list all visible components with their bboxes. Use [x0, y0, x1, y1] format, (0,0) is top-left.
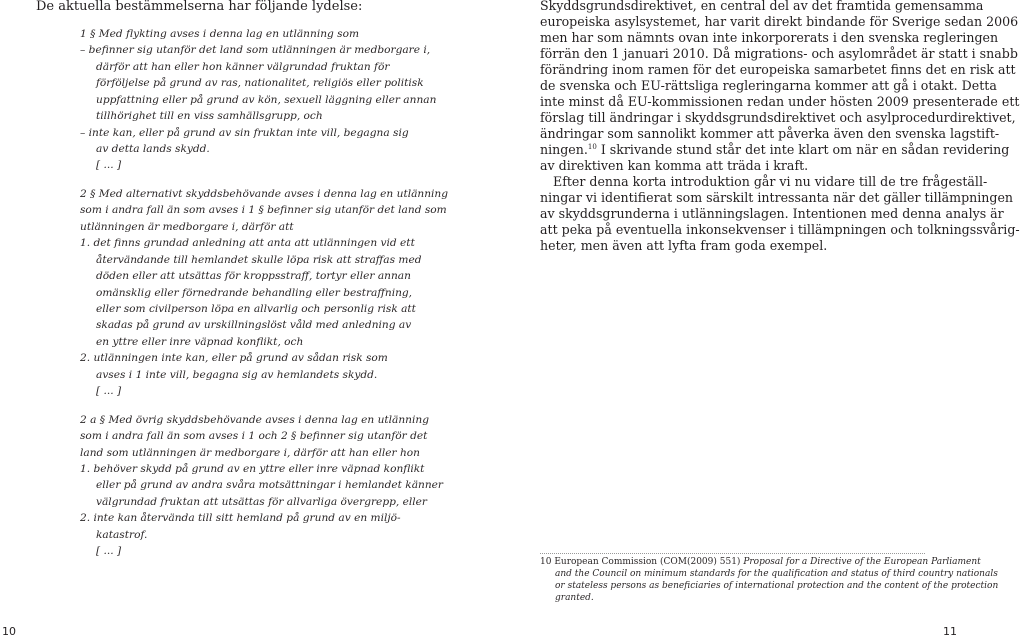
quote-line: som i andra fall än som avses i 1 och 2 § befinner sig utanför det — [80, 430, 428, 442]
quote-line: 1. behöver skydd på grund av en yttre eller inre väpnad konflikt — [80, 463, 425, 475]
quote-line: en yttre eller inre väpnad konflikt, och — [96, 336, 304, 348]
quote-line: 1. det finns grundad anledning att anta att utlänningen vid ett — [80, 237, 415, 249]
footnote-line: or stateless persons as beneficiaries of international protection and the content of the protection — [555, 581, 999, 591]
quote-line: 2 a § Med övrig skyddsbehövande avses i denna lag en utlänning — [80, 414, 429, 426]
body-line: ningar vi identifierat som särskilt intressanta när det gäller tillämpningen — [540, 190, 1014, 205]
quote-line: av detta lands skydd. — [96, 143, 210, 155]
quote-line: – inte kan, eller på grund av sin fruktan inte vill, begagna sig — [80, 127, 409, 139]
body-line-start: ningen. — [540, 142, 588, 157]
quote-line: 2. inte kan återvända till sitt hemland på grund av en miljö- — [80, 512, 401, 524]
body-line: av direktiven kan komma att träda i kraft. — [540, 158, 809, 173]
footnote-line — [540, 558, 981, 567]
quote-line: eller som civilperson löpa en allvarlig och personlig risk att — [96, 303, 416, 315]
quote-line: återvändande till hemlandet skulle löpa risk att straffas med — [96, 254, 422, 266]
body-line: Skyddsgrundsdirektivet, en central del av det framtida gemensamma — [540, 0, 984, 13]
quote-line: döden eller att utsättas för kroppsstraff, tortyr eller annan — [96, 270, 411, 282]
quote-line: tillhörighet till en viss samhällsgrupp, och — [96, 110, 323, 122]
body-line: förslag till ändringar i skyddsgrundsdirektivet och asylprocedurdirektivet, — [540, 110, 1016, 125]
quote-line: omänsklig eller förnedrande behandling eller bestraffning, — [96, 287, 413, 299]
quote-line: avses i 1 inte vill, begagna sig av hemlandets skydd. — [96, 369, 378, 381]
quote-line: [ ... ] — [96, 159, 122, 171]
footnote-line: and the Council on minimum standards for the qualification and status of third country nationals — [555, 569, 998, 579]
footnote-line: granted. — [555, 593, 594, 603]
quote-line: utlänningen är medborgare i, därför att — [80, 221, 294, 233]
quote-line: 1 § Med flykting avses i denna lag en utlänning som — [80, 28, 360, 40]
quote-line: [ ... ] — [96, 545, 122, 557]
footnote-reference: 10 — [587, 142, 597, 151]
body-line: av skyddsgrunderna i utlänningslagen. Intentionen med denna analys är — [540, 206, 1004, 221]
quote-line: därför att han eller hon känner välgrundad fruktan för — [96, 61, 390, 73]
quote-line: – befinner sig utanför det land som utlänningen är medborgare i, — [80, 44, 431, 56]
intro-heading: De aktuella bestämmelserna har följande lydelse: — [36, 0, 363, 14]
body-line: inte minst då EU-kommissionen redan under hösten 2009 presenterade ett — [540, 94, 1020, 109]
body-line: de svenska och EU-rättsliga regleringarna kommer att gå i otakt. Detta — [540, 78, 997, 93]
body-line: Efter denna korta introduktion går vi nu vidare till de tre frågeställ- — [553, 174, 988, 189]
footnote-citation: European Commission (COM(2009) 551) — [554, 557, 741, 567]
body-line: heter, men även att lyfta fram goda exempel. — [540, 238, 828, 253]
quote-line: 2. utlänningen inte kan, eller på grund av sådan risk som — [80, 352, 388, 364]
footnote-divider — [540, 553, 925, 554]
quote-line: som i andra fall än som avses i 1 § befinner sig utanför det land som — [80, 204, 447, 216]
quote-line: [ ... ] — [96, 385, 122, 397]
page-number-left: 10 — [2, 625, 16, 638]
quote-line: eller på grund av andra svåra motsättningar i hemlandet känner — [96, 479, 443, 491]
body-line: men har som nämnts ovan inte inkorporerats i den svenska regleringen — [540, 30, 999, 45]
body-line: europeiska asylsystemet, har varit direkt bindande för Sverige sedan 2006 — [540, 14, 1019, 29]
quote-line: 2 § Med alternativt skyddsbehövande avses i denna lag en utlänning — [80, 188, 449, 200]
footnote-number: 10 — [540, 557, 552, 567]
body-line: ändringar som sannolikt kommer att påverka även den svenska lagstift- — [540, 126, 1000, 141]
quote-line: land som utlänningen är medborgare i, därför att han eller hon — [80, 447, 420, 459]
quote-line: välgrundad fruktan att utsättas för allvarliga övergrepp, eller — [96, 496, 427, 508]
body-line: förändring inom ramen för det europeiska samarbetet finns det en risk att — [540, 62, 1016, 77]
quote-line: förföljelse på grund av ras, nationalitet, religiös eller politisk — [96, 77, 424, 89]
body-line-rest: I skrivande stund står det inte klart om när en sådan revidering — [600, 142, 1010, 157]
body-line: förrän den 1 januari 2010. Då migrations- och asylområdet är statt i snabb — [540, 46, 1018, 61]
page-number-right: 11 — [943, 625, 957, 638]
body-line — [540, 144, 1009, 157]
quote-line: katastrof. — [96, 529, 148, 541]
quote-line: uppfattning eller på grund av kön, sexuell läggning eller annan — [96, 94, 437, 106]
body-line: att peka på eventuella inkonsekvenser i tillämpningen och tolkningssvårig- — [540, 222, 1020, 237]
quote-line: skadas på grund av urskillningslöst våld med anledning av — [96, 319, 412, 331]
footnote-title: Proposal for a Directive of the European Parliament — [743, 557, 981, 567]
